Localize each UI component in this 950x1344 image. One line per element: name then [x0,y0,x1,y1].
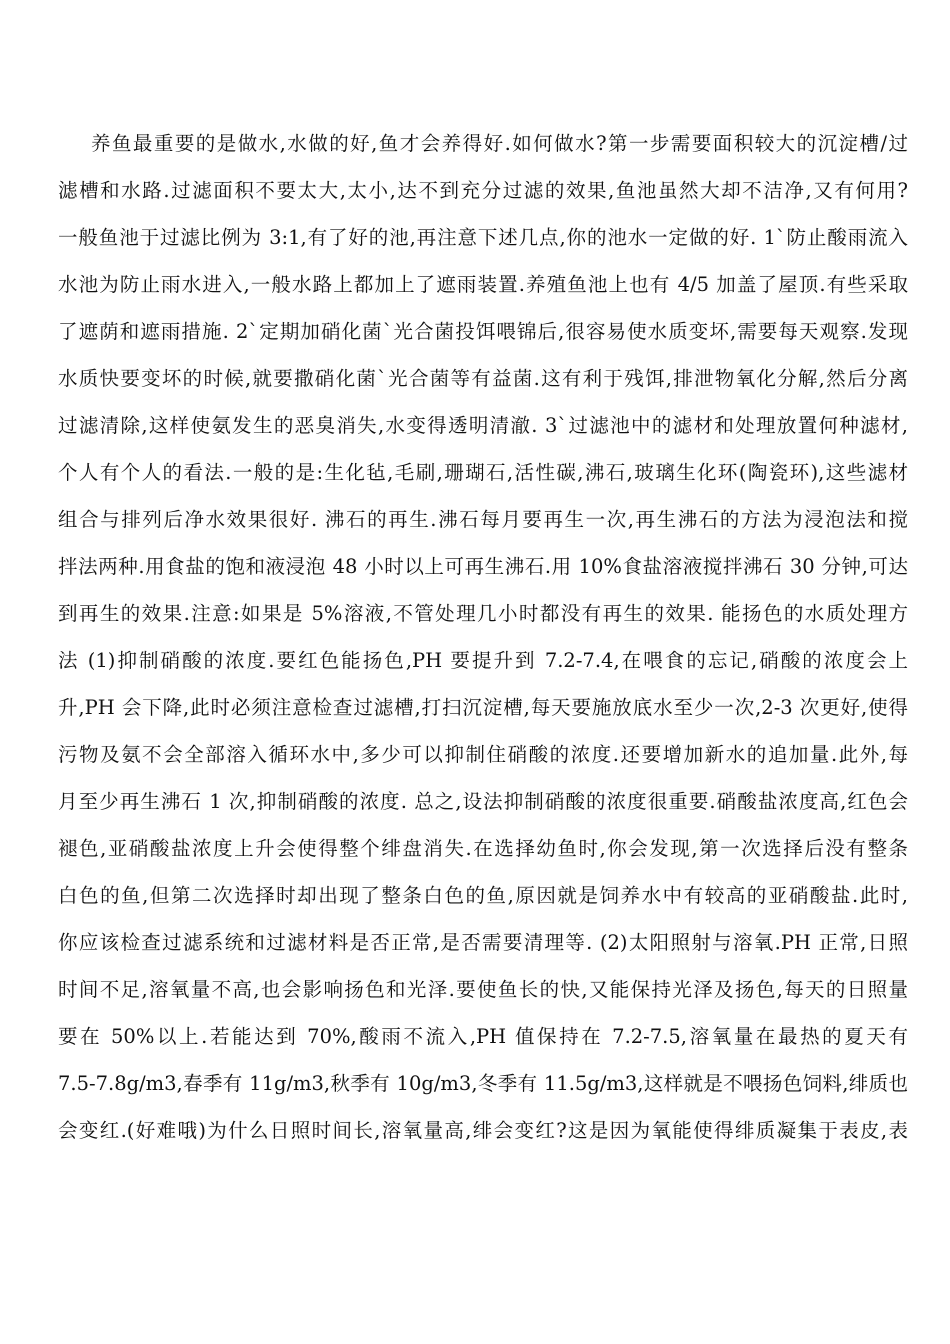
text-line: 会变红.(好难哦)为什么日照时间长,溶氧量高,绯会变红?这是因为氧能使得绯质凝集于表皮,表 [58,1119,908,1142]
body-paragraph [58,120,908,1154]
text-line: 月至少再生沸石 1 次,抑制硝酸的浓度. 总之,设法抑制硝酸的浓度很重要.硝酸盐浓度高,红色会 [58,790,908,813]
text-line: 过滤清除,这样使氨发生的恶臭消失,水变得透明清澈. 3`过滤池中的滤材和处理放置何种滤材, [58,414,908,437]
text-line: 水池为防止雨水进入,一般水路上都加上了遮雨装置.养殖鱼池上也有 4/5 加盖了屋顶.有些采取 [58,273,908,296]
text-line: 养鱼最重要的是做水,水做的好,鱼才会养得好.如何做水?第一步需要面积较大的沉淀槽/过 [91,132,908,155]
text-line: 到再生的效果.注意:如果是 5%溶液,不管处理几小时都没有再生的效果. 能扬色的水质处理方 [58,602,908,625]
text-line: 褪色,亚硝酸盐浓度上升会使得整个绯盘消失.在选择幼鱼时,你会发现,第一次选择后没有整条 [58,837,908,860]
text-line: 白色的鱼,但第二次选择时却出现了整条白色的鱼,原因就是饲养水中有较高的亚硝酸盐.此时, [58,884,908,907]
text-line: 个人有个人的看法.一般的是:生化毡,毛刷,珊瑚石,活性碳,沸石,玻璃生化环(陶瓷环),这些滤材 [58,461,908,484]
text-line: 你应该检查过滤系统和过滤材料是否正常,是否需要清理等. (2)太阳照射与溶氧.PH 正常,日照 [58,931,908,954]
text-line: 7.5-7.8g/m3,春季有 11g/m3,秋季有 10g/m3,冬季有 11.5g/m3,这样就是不喂扬色饲料,绯质也 [58,1072,908,1095]
text-line: 升,PH 会下降,此时必须注意检查过滤槽,打扫沉淀槽,每天要施放底水至少一次,2-3 次更好,使得 [58,696,908,719]
text-line: 滤槽和水路.过滤面积不要太大,太小,达不到充分过滤的效果,鱼池虽然大却不洁净,又有何用? [58,179,908,202]
text-line: 时间不足,溶氧量不高,也会影响扬色和光泽.要使鱼长的快,又能保持光泽及扬色,每天的日照量 [58,978,908,1001]
text-line: 要在 50%以上.若能达到 70%,酸雨不流入,PH 值保持在 7.2-7.5,溶氧量在最热的夏天有 [58,1025,908,1048]
text-line: 法 (1)抑制硝酸的浓度.要红色能扬色,PH 要提升到 7.2-7.4,在喂食的忘记,硝酸的浓度会上 [58,649,908,672]
text-line: 组合与排列后净水效果很好. 沸石的再生.沸石每月要再生一次,再生沸石的方法为浸泡法和搅 [58,508,908,531]
text-line: 拌法两种.用食盐的饱和液浸泡 48 小时以上可再生沸石.用 10%食盐溶液搅拌沸石 30 分钟,可达 [58,555,908,578]
text-line: 了遮荫和遮雨措施. 2`定期加硝化菌`光合菌投饵喂锦后,很容易使水质变坏,需要每天观察.发现 [58,320,908,343]
text-line: 一般鱼池于过滤比例为 3:1,有了好的池,再注意下述几点,你的池水一定做的好. 1`防止酸雨流入 [58,226,908,249]
text-line: 污物及氨不会全部溶入循环水中,多少可以抑制住硝酸的浓度.还要增加新水的追加量.此外,每 [58,743,908,766]
text-line: 水质快要变坏的时候,就要撒硝化菌`光合菌等有益菌.这有利于残饵,排泄物氧化分解,然后分离 [58,367,908,390]
